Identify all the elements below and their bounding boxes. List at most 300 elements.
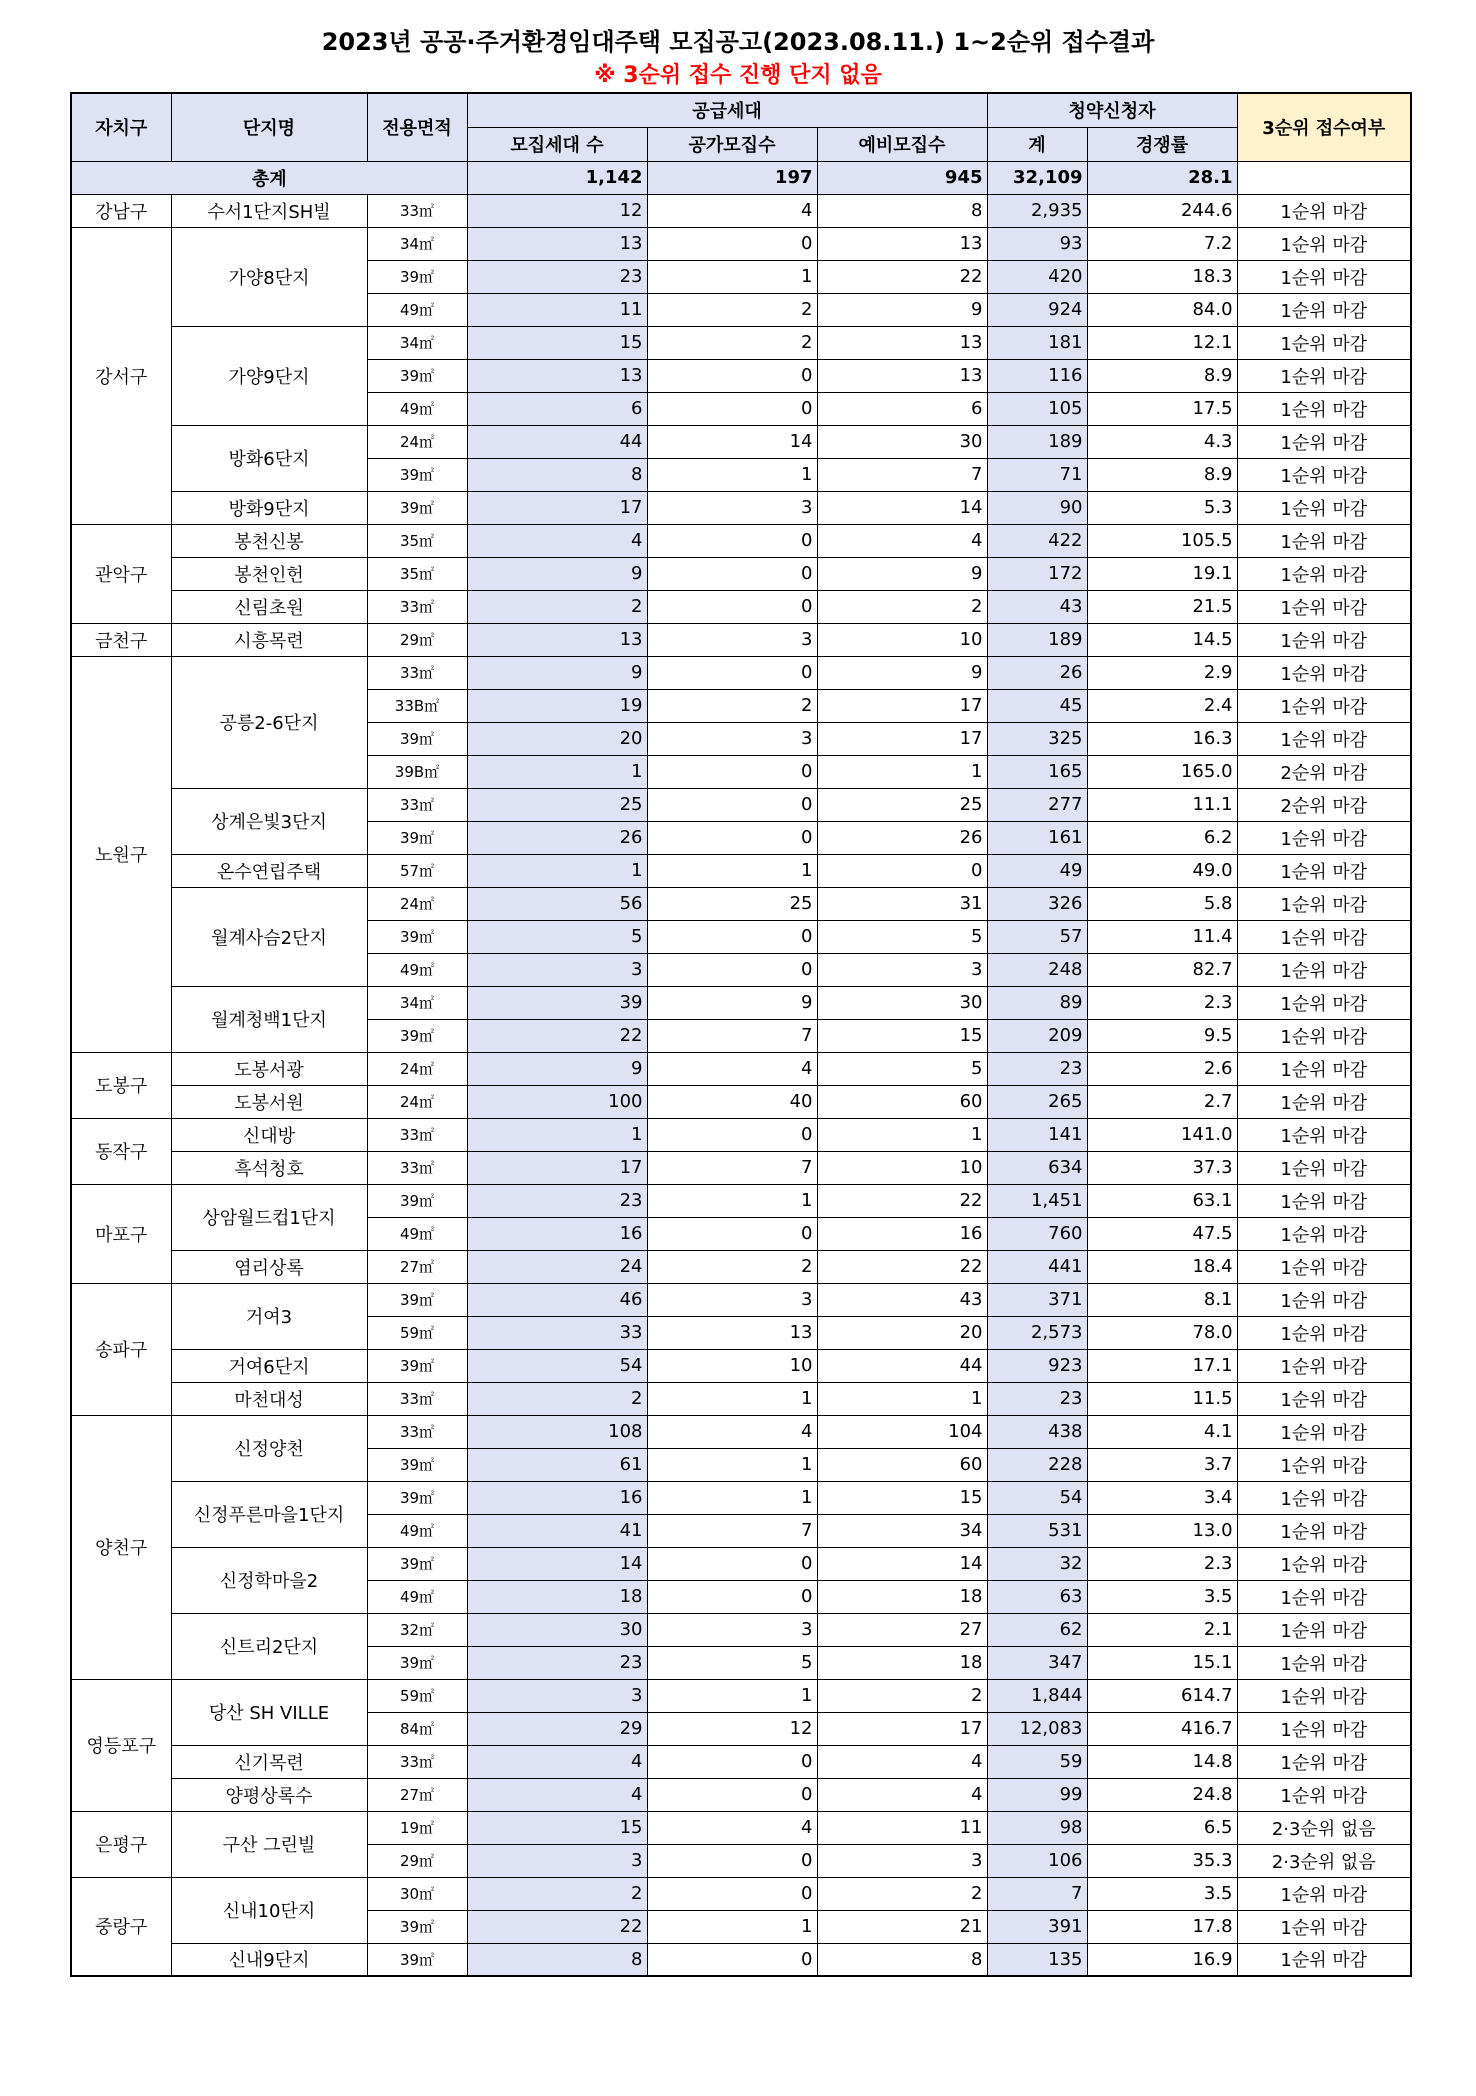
status-cell: 1순위 마감 <box>1237 1514 1411 1547</box>
area-cell: 39B㎡ <box>367 755 467 788</box>
recruit-cell: 46 <box>467 1283 647 1316</box>
area-cell: 39㎡ <box>367 260 467 293</box>
status-cell: 1순위 마감 <box>1237 920 1411 953</box>
header-rate: 경쟁률 <box>1087 127 1237 161</box>
recruit-cell: 5 <box>467 920 647 953</box>
rate-cell: 2.7 <box>1087 1085 1237 1118</box>
vacant-cell: 2 <box>647 689 817 722</box>
status-cell: 2·3순위 없음 <box>1237 1844 1411 1877</box>
rate-cell: 18.3 <box>1087 260 1237 293</box>
complex-cell: 방화6단지 <box>171 425 367 491</box>
applicant-total-cell: 391 <box>987 1910 1087 1943</box>
rate-cell: 4.3 <box>1087 425 1237 458</box>
area-cell: 24㎡ <box>367 425 467 458</box>
applicant-total-cell: 43 <box>987 590 1087 623</box>
table-row <box>71 1151 1411 1184</box>
recruit-cell: 54 <box>467 1349 647 1382</box>
status-cell: 1순위 마감 <box>1237 689 1411 722</box>
rate-cell: 2.4 <box>1087 689 1237 722</box>
vacant-cell: 9 <box>647 986 817 1019</box>
area-cell: 33㎡ <box>367 1745 467 1778</box>
complex-cell: 봉천인헌 <box>171 557 367 590</box>
area-cell: 49㎡ <box>367 1217 467 1250</box>
area-cell: 39㎡ <box>367 1910 467 1943</box>
applicant-total-cell: 89 <box>987 986 1087 1019</box>
area-cell: 27㎡ <box>367 1778 467 1811</box>
status-cell: 1순위 마감 <box>1237 623 1411 656</box>
reserve-cell: 2 <box>817 590 987 623</box>
table-row <box>71 656 1411 689</box>
reserve-cell: 8 <box>817 1943 987 1976</box>
district-cell: 관악구 <box>71 524 171 623</box>
reserve-cell: 10 <box>817 1151 987 1184</box>
applicant-total-cell: 49 <box>987 854 1087 887</box>
applicant-total-cell: 54 <box>987 1481 1087 1514</box>
rate-cell: 6.2 <box>1087 821 1237 854</box>
reserve-cell: 1 <box>817 1382 987 1415</box>
reserve-cell: 20 <box>817 1316 987 1349</box>
table-row <box>71 1085 1411 1118</box>
status-cell: 1순위 마감 <box>1237 1646 1411 1679</box>
applicant-total-cell: 165 <box>987 755 1087 788</box>
recruit-cell: 26 <box>467 821 647 854</box>
header-complex: 단지명 <box>171 93 367 161</box>
table-row <box>71 623 1411 656</box>
reserve-cell: 13 <box>817 359 987 392</box>
reserve-cell: 18 <box>817 1646 987 1679</box>
area-cell: 39㎡ <box>367 458 467 491</box>
vacant-cell: 0 <box>647 953 817 986</box>
status-cell: 1순위 마감 <box>1237 1745 1411 1778</box>
rate-cell: 17.1 <box>1087 1349 1237 1382</box>
vacant-cell: 0 <box>647 1547 817 1580</box>
applicant-total-cell: 116 <box>987 359 1087 392</box>
applicant-total-cell: 45 <box>987 689 1087 722</box>
vacant-cell: 0 <box>647 1943 817 1976</box>
applicant-total-cell: 71 <box>987 458 1087 491</box>
complex-cell: 구산 그린빌 <box>171 1811 367 1877</box>
page-subtitle: ※ 3순위 접수 진행 단지 없음 <box>594 63 882 88</box>
district-cell: 도봉구 <box>71 1052 171 1118</box>
recruit-cell: 22 <box>467 1019 647 1052</box>
recruit-cell: 23 <box>467 1184 647 1217</box>
vacant-cell: 1 <box>647 260 817 293</box>
status-cell: 1순위 마감 <box>1237 1283 1411 1316</box>
vacant-cell: 2 <box>647 326 817 359</box>
vacant-cell: 7 <box>647 1151 817 1184</box>
status-cell: 1순위 마감 <box>1237 1679 1411 1712</box>
vacant-cell: 0 <box>647 524 817 557</box>
rate-cell: 17.8 <box>1087 1910 1237 1943</box>
rate-cell: 84.0 <box>1087 293 1237 326</box>
district-cell: 중랑구 <box>71 1877 171 1976</box>
vacant-cell: 0 <box>647 920 817 953</box>
reserve-cell: 4 <box>817 524 987 557</box>
vacant-cell: 4 <box>647 1811 817 1844</box>
area-cell: 34㎡ <box>367 227 467 260</box>
status-cell: 1순위 마감 <box>1237 590 1411 623</box>
rate-cell: 13.0 <box>1087 1514 1237 1547</box>
vacant-cell: 0 <box>647 590 817 623</box>
reserve-cell: 21 <box>817 1910 987 1943</box>
applicant-total-cell: 209 <box>987 1019 1087 1052</box>
table-row <box>71 1283 1411 1316</box>
vacant-cell: 0 <box>647 227 817 260</box>
totals-recruit: 1,142 <box>467 161 647 194</box>
status-cell: 1순위 마감 <box>1237 260 1411 293</box>
recruit-cell: 2 <box>467 1382 647 1415</box>
vacant-cell: 7 <box>647 1514 817 1547</box>
recruit-cell: 8 <box>467 1943 647 1976</box>
table-row <box>71 1118 1411 1151</box>
rate-cell: 11.5 <box>1087 1382 1237 1415</box>
rate-cell: 11.4 <box>1087 920 1237 953</box>
rate-cell: 3.5 <box>1087 1877 1237 1910</box>
district-cell: 금천구 <box>71 623 171 656</box>
applicant-total-cell: 23 <box>987 1052 1087 1085</box>
recruit-cell: 1 <box>467 854 647 887</box>
applicant-total-cell: 441 <box>987 1250 1087 1283</box>
rate-cell: 614.7 <box>1087 1679 1237 1712</box>
rate-cell: 3.4 <box>1087 1481 1237 1514</box>
rate-cell: 14.5 <box>1087 623 1237 656</box>
area-cell: 49㎡ <box>367 293 467 326</box>
status-cell: 1순위 마감 <box>1237 1151 1411 1184</box>
status-cell: 1순위 마감 <box>1237 1316 1411 1349</box>
table-row <box>71 854 1411 887</box>
vacant-cell: 0 <box>647 1778 817 1811</box>
recruit-cell: 3 <box>467 1679 647 1712</box>
recruit-cell: 22 <box>467 1910 647 1943</box>
status-cell: 1순위 마감 <box>1237 1118 1411 1151</box>
recruit-cell: 41 <box>467 1514 647 1547</box>
results-table <box>70 92 1412 1977</box>
area-cell: 39㎡ <box>367 1481 467 1514</box>
district-cell: 강서구 <box>71 227 171 524</box>
area-cell: 29㎡ <box>367 1844 467 1877</box>
vacant-cell: 2 <box>647 1250 817 1283</box>
recruit-cell: 29 <box>467 1712 647 1745</box>
table-row <box>71 1382 1411 1415</box>
applicant-total-cell: 2,935 <box>987 194 1087 227</box>
recruit-cell: 3 <box>467 1844 647 1877</box>
reserve-cell: 17 <box>817 1712 987 1745</box>
header-vacant: 공가모집수 <box>647 127 817 161</box>
vacant-cell: 0 <box>647 656 817 689</box>
area-cell: 39㎡ <box>367 491 467 524</box>
table-row <box>71 326 1411 359</box>
complex-cell: 거여3 <box>171 1283 367 1349</box>
area-cell: 39㎡ <box>367 1019 467 1052</box>
area-cell: 57㎡ <box>367 854 467 887</box>
status-cell: 1순위 마감 <box>1237 854 1411 887</box>
vacant-cell: 10 <box>647 1349 817 1382</box>
vacant-cell: 0 <box>647 1745 817 1778</box>
recruit-cell: 12 <box>467 194 647 227</box>
rate-cell: 2.9 <box>1087 656 1237 689</box>
complex-cell: 방화9단지 <box>171 491 367 524</box>
reserve-cell: 30 <box>817 986 987 1019</box>
status-cell: 1순위 마감 <box>1237 557 1411 590</box>
reserve-cell: 34 <box>817 1514 987 1547</box>
table-row <box>71 1184 1411 1217</box>
complex-cell: 상암월드컵1단지 <box>171 1184 367 1250</box>
complex-cell: 흑석청호 <box>171 1151 367 1184</box>
complex-cell: 상계은빛3단지 <box>171 788 367 854</box>
header-area: 전용면적 <box>367 93 467 161</box>
area-cell: 39㎡ <box>367 1448 467 1481</box>
area-cell: 35㎡ <box>367 557 467 590</box>
reserve-cell: 60 <box>817 1085 987 1118</box>
recruit-cell: 3 <box>467 953 647 986</box>
applicant-total-cell: 161 <box>987 821 1087 854</box>
recruit-cell: 16 <box>467 1481 647 1514</box>
recruit-cell: 30 <box>467 1613 647 1646</box>
rate-cell: 8.9 <box>1087 359 1237 392</box>
complex-cell: 신기목련 <box>171 1745 367 1778</box>
vacant-cell: 12 <box>647 1712 817 1745</box>
reserve-cell: 10 <box>817 623 987 656</box>
recruit-cell: 100 <box>467 1085 647 1118</box>
applicant-total-cell: 248 <box>987 953 1087 986</box>
area-cell: 59㎡ <box>367 1679 467 1712</box>
complex-cell: 월계사슴2단지 <box>171 887 367 986</box>
status-cell: 1순위 마감 <box>1237 359 1411 392</box>
area-cell: 59㎡ <box>367 1316 467 1349</box>
status-cell: 1순위 마감 <box>1237 887 1411 920</box>
district-cell: 송파구 <box>71 1283 171 1415</box>
table-row <box>71 557 1411 590</box>
table-row <box>71 1349 1411 1382</box>
status-cell: 1순위 마감 <box>1237 194 1411 227</box>
table-row <box>71 491 1411 524</box>
rate-cell: 3.7 <box>1087 1448 1237 1481</box>
area-cell: 33㎡ <box>367 656 467 689</box>
table-row <box>71 1250 1411 1283</box>
status-cell: 1순위 마감 <box>1237 293 1411 326</box>
reserve-cell: 8 <box>817 194 987 227</box>
vacant-cell: 7 <box>647 1019 817 1052</box>
reserve-cell: 11 <box>817 1811 987 1844</box>
applicant-total-cell: 62 <box>987 1613 1087 1646</box>
rate-cell: 63.1 <box>1087 1184 1237 1217</box>
rate-cell: 14.8 <box>1087 1745 1237 1778</box>
applicant-total-cell: 634 <box>987 1151 1087 1184</box>
reserve-cell: 17 <box>817 722 987 755</box>
recruit-cell: 25 <box>467 788 647 821</box>
status-cell: 1순위 마감 <box>1237 524 1411 557</box>
vacant-cell: 3 <box>647 1613 817 1646</box>
reserve-cell: 26 <box>817 821 987 854</box>
complex-cell: 봉천신봉 <box>171 524 367 557</box>
area-cell: 39㎡ <box>367 1547 467 1580</box>
header-third-round: 3순위 접수여부 <box>1237 93 1411 161</box>
status-cell: 1순위 마감 <box>1237 1382 1411 1415</box>
applicant-total-cell: 420 <box>987 260 1087 293</box>
status-cell: 1순위 마감 <box>1237 1250 1411 1283</box>
reserve-cell: 16 <box>817 1217 987 1250</box>
reserve-cell: 3 <box>817 1844 987 1877</box>
area-cell: 33㎡ <box>367 1118 467 1151</box>
table-row <box>71 1547 1411 1580</box>
area-cell: 33㎡ <box>367 1415 467 1448</box>
recruit-cell: 19 <box>467 689 647 722</box>
vacant-cell: 4 <box>647 1052 817 1085</box>
header-reserve: 예비모집수 <box>817 127 987 161</box>
totals-row <box>71 161 1411 194</box>
complex-cell: 양평상록수 <box>171 1778 367 1811</box>
applicant-total-cell: 63 <box>987 1580 1087 1613</box>
table-row <box>71 1943 1411 1976</box>
complex-cell: 거여6단지 <box>171 1349 367 1382</box>
recruit-cell: 14 <box>467 1547 647 1580</box>
complex-cell: 염리상록 <box>171 1250 367 1283</box>
status-cell: 2순위 마감 <box>1237 788 1411 821</box>
table-row <box>71 1679 1411 1712</box>
applicant-total-cell: 141 <box>987 1118 1087 1151</box>
reserve-cell: 22 <box>817 1184 987 1217</box>
area-cell: 39㎡ <box>367 1349 467 1382</box>
totals-rate: 28.1 <box>1087 161 1237 194</box>
header-applicants: 청약신청자 <box>987 93 1237 127</box>
reserve-cell: 1 <box>817 755 987 788</box>
applicant-total-cell: 7 <box>987 1877 1087 1910</box>
recruit-cell: 20 <box>467 722 647 755</box>
area-cell: 39㎡ <box>367 1283 467 1316</box>
vacant-cell: 0 <box>647 821 817 854</box>
applicant-total-cell: 26 <box>987 656 1087 689</box>
rate-cell: 165.0 <box>1087 755 1237 788</box>
vacant-cell: 0 <box>647 1580 817 1613</box>
applicant-total-cell: 98 <box>987 1811 1087 1844</box>
header-district: 자치구 <box>71 93 171 161</box>
rate-cell: 7.2 <box>1087 227 1237 260</box>
vacant-cell: 1 <box>647 1448 817 1481</box>
recruit-cell: 4 <box>467 524 647 557</box>
applicant-total-cell: 23 <box>987 1382 1087 1415</box>
rate-cell: 2.3 <box>1087 986 1237 1019</box>
reserve-cell: 5 <box>817 920 987 953</box>
status-cell: 1순위 마감 <box>1237 1019 1411 1052</box>
reserve-cell: 9 <box>817 293 987 326</box>
reserve-cell: 7 <box>817 458 987 491</box>
table-row <box>71 1481 1411 1514</box>
area-cell: 32㎡ <box>367 1613 467 1646</box>
recruit-cell: 9 <box>467 656 647 689</box>
recruit-cell: 39 <box>467 986 647 1019</box>
reserve-cell: 2 <box>817 1877 987 1910</box>
reserve-cell: 5 <box>817 1052 987 1085</box>
applicant-total-cell: 172 <box>987 557 1087 590</box>
status-cell: 1순위 마감 <box>1237 227 1411 260</box>
reserve-cell: 13 <box>817 326 987 359</box>
reserve-cell: 104 <box>817 1415 987 1448</box>
district-cell: 강남구 <box>71 194 171 227</box>
recruit-cell: 4 <box>467 1778 647 1811</box>
table-row <box>71 1778 1411 1811</box>
rate-cell: 15.1 <box>1087 1646 1237 1679</box>
area-cell: 27㎡ <box>367 1250 467 1283</box>
recruit-cell: 44 <box>467 425 647 458</box>
recruit-cell: 16 <box>467 1217 647 1250</box>
recruit-cell: 13 <box>467 227 647 260</box>
header-supply: 공급세대 <box>467 93 987 127</box>
applicant-total-cell: 422 <box>987 524 1087 557</box>
reserve-cell: 30 <box>817 425 987 458</box>
header-recruit: 모집세대 수 <box>467 127 647 161</box>
area-cell: 49㎡ <box>367 1514 467 1547</box>
reserve-cell: 14 <box>817 491 987 524</box>
applicant-total-cell: 760 <box>987 1217 1087 1250</box>
applicant-total-cell: 189 <box>987 623 1087 656</box>
area-cell: 39㎡ <box>367 359 467 392</box>
status-cell: 1순위 마감 <box>1237 1052 1411 1085</box>
status-cell: 2·3순위 없음 <box>1237 1811 1411 1844</box>
status-cell: 1순위 마감 <box>1237 326 1411 359</box>
applicant-total-cell: 93 <box>987 227 1087 260</box>
status-cell: 1순위 마감 <box>1237 1547 1411 1580</box>
applicant-total-cell: 2,573 <box>987 1316 1087 1349</box>
area-cell: 33㎡ <box>367 1382 467 1415</box>
area-cell: 39㎡ <box>367 821 467 854</box>
area-cell: 49㎡ <box>367 1580 467 1613</box>
complex-cell: 신트리2단지 <box>171 1613 367 1679</box>
complex-cell: 신정학마을2 <box>171 1547 367 1613</box>
rate-cell: 16.9 <box>1087 1943 1237 1976</box>
vacant-cell: 0 <box>647 392 817 425</box>
complex-cell: 수서1단지SH빌 <box>171 194 367 227</box>
vacant-cell: 5 <box>647 1646 817 1679</box>
status-cell: 1순위 마감 <box>1237 491 1411 524</box>
applicant-total-cell: 90 <box>987 491 1087 524</box>
status-cell: 1순위 마감 <box>1237 1415 1411 1448</box>
status-cell: 1순위 마감 <box>1237 1712 1411 1745</box>
reserve-cell: 44 <box>817 1349 987 1382</box>
table-row <box>71 1811 1411 1844</box>
vacant-cell: 0 <box>647 788 817 821</box>
area-cell: 33㎡ <box>367 194 467 227</box>
status-cell: 1순위 마감 <box>1237 392 1411 425</box>
rate-cell: 19.1 <box>1087 557 1237 590</box>
recruit-cell: 17 <box>467 491 647 524</box>
vacant-cell: 0 <box>647 1217 817 1250</box>
reserve-cell: 27 <box>817 1613 987 1646</box>
district-cell: 동작구 <box>71 1118 171 1184</box>
district-cell: 노원구 <box>71 656 171 1052</box>
rate-cell: 17.5 <box>1087 392 1237 425</box>
vacant-cell: 4 <box>647 194 817 227</box>
applicant-total-cell: 923 <box>987 1349 1087 1382</box>
applicant-total-cell: 1,844 <box>987 1679 1087 1712</box>
rate-cell: 141.0 <box>1087 1118 1237 1151</box>
totals-label: 총계 <box>71 161 467 194</box>
recruit-cell: 61 <box>467 1448 647 1481</box>
vacant-cell: 1 <box>647 1184 817 1217</box>
rate-cell: 8.1 <box>1087 1283 1237 1316</box>
recruit-cell: 9 <box>467 1052 647 1085</box>
recruit-cell: 33 <box>467 1316 647 1349</box>
status-cell: 1순위 마감 <box>1237 1613 1411 1646</box>
applicant-total-cell: 371 <box>987 1283 1087 1316</box>
area-cell: 34㎡ <box>367 326 467 359</box>
complex-cell: 신내9단지 <box>171 1943 367 1976</box>
table-row <box>71 788 1411 821</box>
area-cell: 24㎡ <box>367 887 467 920</box>
rate-cell: 2.1 <box>1087 1613 1237 1646</box>
recruit-cell: 13 <box>467 623 647 656</box>
vacant-cell: 1 <box>647 1910 817 1943</box>
status-cell: 1순위 마감 <box>1237 1481 1411 1514</box>
